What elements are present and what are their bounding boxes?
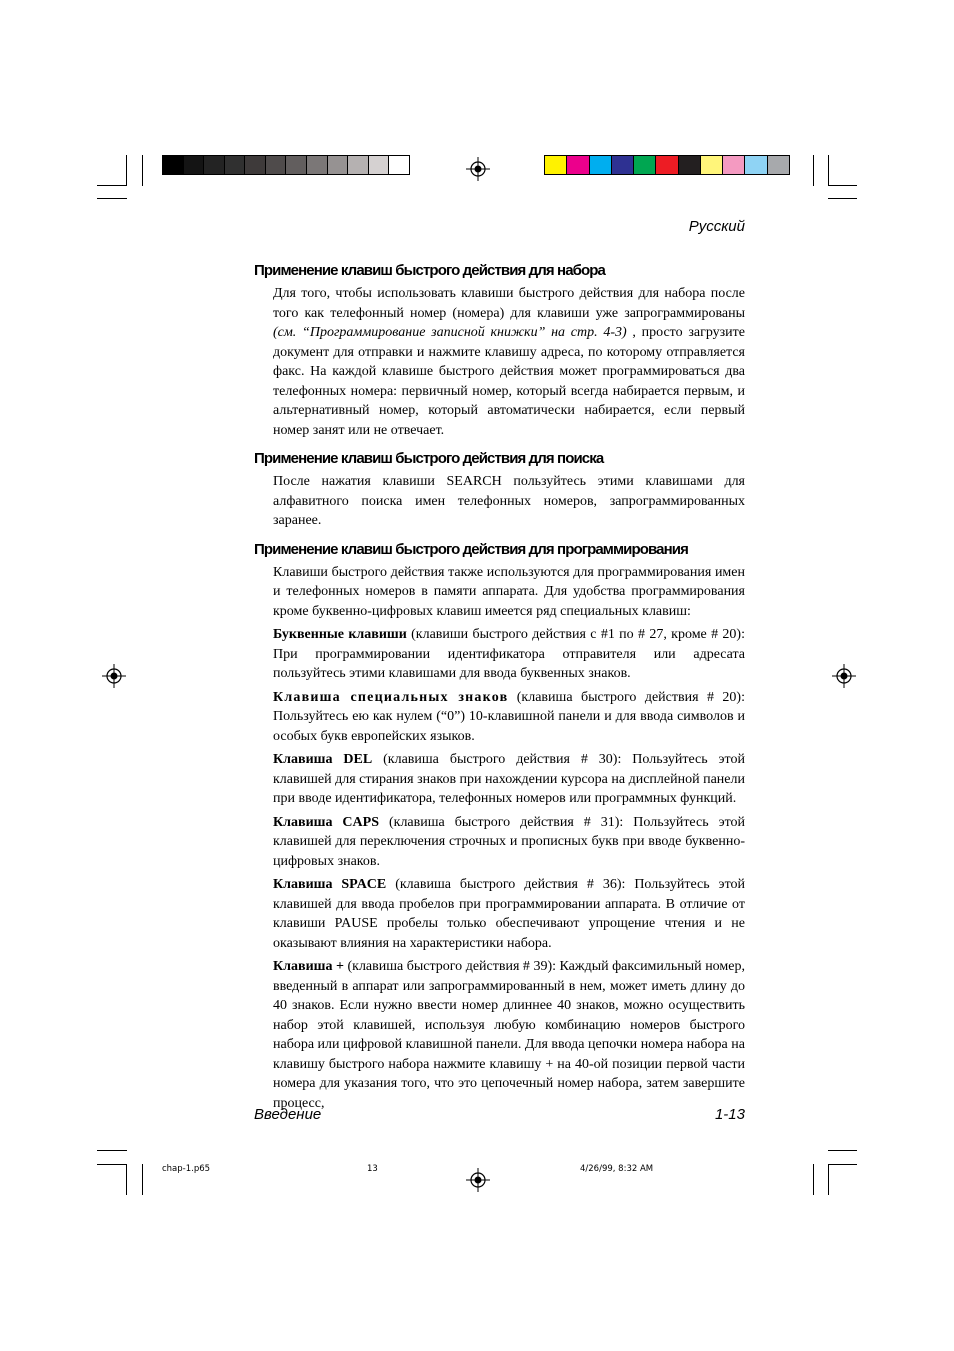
calibration-swatch (368, 156, 389, 174)
key-description (273, 688, 745, 747)
registration-mark-icon (466, 1168, 490, 1192)
key-term: Клавиша специальных знаков (273, 689, 509, 705)
calibration-swatch (744, 156, 766, 174)
section-body (273, 563, 745, 1114)
text-run: Для того, чтобы использовать клавиши быстрого действия для набора после того как телефонный номер (номера) для клавиши уже запрограммированы (273, 286, 745, 321)
calibration-swatch (265, 156, 286, 174)
key-text: (клавиша быстрого действия # 20): Пользуйтесь ею как нулем (“0”) 10-клавишной панели и для ввода символов и особых букв европейских языков. (273, 689, 745, 744)
calibration-swatch (566, 156, 588, 174)
cross-reference: (см. “Программирование записной книжки” на стр. 4-3) (273, 325, 627, 340)
section-search (254, 450, 746, 531)
calibration-swatch (545, 156, 566, 174)
key-text: (клавиша быстрого действия # 39): Каждый факсимильный номер, введенный в аппарат или запрограммированный в нем, может иметь длину до 40 знаков. Если нужно ввести номер длиннее 40 знаков, можно осуществить набор этой клавишей, используя любую комбинацию номеров быстрого набора или цифровой клавишной панели. Для ввода цепочки номера набора на клавишу быстрого набора нажмите клавишу + на 40-ой позиции первой части номера для указания того, что это цепочечный номер набора, затем завершите процесс, (273, 959, 745, 1111)
key-term: Буквенные клавиши (273, 627, 407, 642)
calibration-swatch (611, 156, 633, 174)
section-body (273, 472, 745, 531)
key-term: Клавиша SPACE (273, 877, 387, 892)
slug-page: 13 (367, 1164, 378, 1174)
calibration-swatch (224, 156, 245, 174)
footer-page-number: 1-13 (714, 1106, 745, 1123)
crop-mark (828, 1164, 829, 1195)
crop-mark (126, 155, 127, 186)
key-term: Клавиша + (273, 959, 344, 974)
calibration-swatch (327, 156, 348, 174)
section-heading: Применение клавиш быстрого действия для программирования (254, 540, 688, 558)
calibration-swatch (163, 156, 183, 174)
calibration-swatch (203, 156, 224, 174)
key-description (273, 750, 745, 809)
key-description (273, 625, 745, 684)
slug-filename: chap-1.p65 (162, 1164, 211, 1174)
crop-mark (142, 155, 143, 186)
text-run: , просто загрузите документ для отправки и нажмите клавишу адреса, по которому отправляется факс. На каждой клавише быстрого действия может программироваться два телефонных номера: первичный номер, который всегда набирается первым, и альтернативный номер, который автоматически набирается, если первый номер занят или не отвечает. (273, 325, 745, 438)
crop-mark (97, 198, 127, 199)
section-dialing (254, 262, 746, 440)
calibration-swatch (306, 156, 327, 174)
section-heading: Применение клавиш быстрого действия для поиска (254, 450, 604, 467)
language-header: Русский (688, 218, 745, 235)
section-body (273, 284, 745, 440)
key-description (273, 957, 745, 1113)
footer-section-name: Введение (254, 1106, 322, 1123)
crop-mark (126, 1164, 127, 1195)
calibration-swatch (722, 156, 744, 174)
key-text: (клавиша быстрого действия # 31): Пользуйтесь этой клавишей для переключения строчных и прописных букв при вводе буквенно-цифровых знаков. (273, 814, 746, 869)
crop-mark (828, 185, 857, 186)
crop-mark (142, 1164, 143, 1195)
paragraph: После нажатия клавиши SEARCH пользуйтесь этими клавишами для алфавитного поиска имен телефонных номеров, запрограммированных заранее. (273, 474, 745, 528)
crop-mark (813, 1164, 814, 1195)
key-description (273, 813, 745, 872)
calibration-swatch (655, 156, 677, 174)
registration-mark-icon (102, 664, 126, 688)
crop-mark (97, 1164, 127, 1165)
main-content (254, 262, 746, 1113)
calibration-swatch (285, 156, 306, 174)
calibration-swatch (183, 156, 204, 174)
color-calibration-bar (544, 155, 790, 175)
calibration-swatch (589, 156, 611, 174)
crop-mark (97, 1150, 127, 1151)
section-heading: Применение клавиш быстрого действия для набора (254, 262, 605, 279)
section-programming (254, 541, 746, 1114)
calibration-swatch (388, 156, 409, 174)
registration-mark-icon (832, 664, 856, 688)
calibration-swatch (347, 156, 368, 174)
crop-mark (828, 1150, 857, 1151)
key-term: Клавиша DEL (273, 752, 373, 767)
slug-datetime: 4/26/99, 8:32 AM (580, 1164, 654, 1174)
calibration-swatch (244, 156, 265, 174)
crop-mark (828, 1164, 857, 1165)
key-text: (клавиша быстрого действия # 30): Пользуйтесь этой клавишей для стирания знаков при нахождении курсора на дисплейной панели при вводе идентификатора, телефонных номеров или программных функций. (273, 752, 745, 806)
calibration-swatch (678, 156, 700, 174)
crop-mark (828, 155, 829, 186)
paragraph: Клавиши быстрого действия также используются для программирования имен и телефонных номеров в памяти аппарата. Для удобства программирования кроме буквенно-цифровых клавиш имеется ряд специальных клавиш: (273, 564, 745, 619)
calibration-swatch (700, 156, 722, 174)
grayscale-calibration-bar (162, 155, 410, 175)
registration-mark-icon (466, 157, 490, 181)
calibration-swatch (767, 156, 789, 174)
calibration-swatch (633, 156, 655, 174)
key-text: (клавиши быстрого действия с #1 по # 27, кроме # 20): При программировании идентификатора отправителя или адресата пользуйтесь этими клавишами для ввода буквенных знаков. (273, 627, 745, 681)
key-description (273, 875, 745, 953)
key-term: Клавиша CAPS (273, 814, 379, 830)
crop-mark (828, 198, 857, 199)
paragraph (273, 284, 745, 440)
crop-mark (97, 185, 127, 186)
key-text: (клавиша быстрого действия # 36): Пользуйтесь этой клавишей для ввода пробелов при программировании аппарата. В отличие от клавиши PAUSE пробелы только обеспечивают упрощение чтения и не оказывают влияния на характеристики набора. (273, 877, 745, 951)
crop-mark (813, 155, 814, 186)
